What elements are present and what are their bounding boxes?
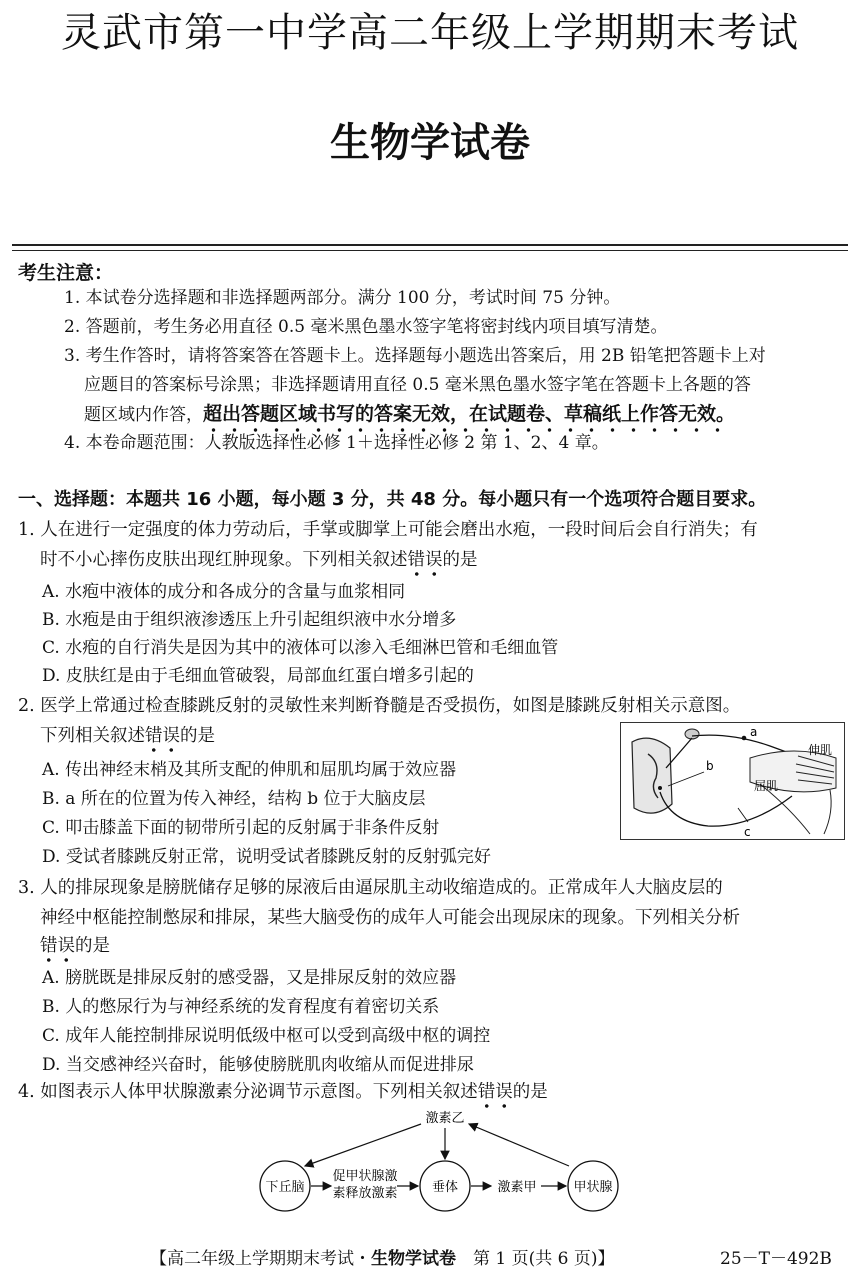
trh-label-line-2: 素释放激素 [332, 1186, 398, 1201]
question-2-stem-line-2 [40, 722, 215, 750]
knee-reflex-figure [620, 722, 845, 840]
notice-item-1: 1. 本试卷分选择题和非选择题两部分。满分 100 分，考试时间 75 分钟。 [64, 288, 621, 308]
notice-emphasis: 超出答题区域书写的答案无效，在试题卷、草稿纸上作答无效。 [203, 403, 735, 433]
thyroid-label: 甲状腺 [573, 1180, 613, 1195]
notice-item-3-line-3 [84, 400, 735, 430]
footer-exam-name: 【高二年级上学期期末考试・ [150, 1249, 371, 1269]
question-4-emphasis: 错误 [478, 1082, 513, 1109]
question-3-option-c: C. 成年人能控制排尿说明低级中枢可以受到高级中枢的调控 [42, 1026, 491, 1046]
header-rule-thin [12, 250, 848, 251]
arrow-thyroid-to-hormone-yi [469, 1124, 569, 1166]
question-1-option-b: B. 水疱是由于组织液渗透压上升引起组织液中水分增多 [42, 610, 457, 630]
arrow-hormone-yi-to-hypothalamus [305, 1124, 421, 1166]
section-heading: 一、选择题：本题共 16 小题，每小题 3 分，共 48 分。每小题只有一个选项符合题目要求。 [18, 489, 767, 510]
header-rule-thick [12, 244, 848, 246]
question-2-option-d: D. 受试者膝跳反射正常，说明受试者膝跳反射的反射弧完好 [42, 847, 491, 867]
footer-page-number: 第 1 页(共 6 页)】 [456, 1249, 615, 1269]
notice-item-3-prefix: 题区域内作答， [84, 405, 203, 425]
exam-title: 灵武市第一中学高二年级上学期期末考试 [61, 10, 799, 56]
trh-label-line-1: 促甲状腺激 [332, 1169, 398, 1184]
point-a-dot [742, 736, 747, 741]
question-3-option-d: D. 当交感神经兴奋时，能够使膀胱肌肉收缩从而促进排尿 [42, 1055, 474, 1075]
question-1-stem-line-2 [40, 546, 478, 574]
label-extensor: 伸肌 [808, 743, 833, 757]
question-1-option-d: D. 皮肤红是由于毛细血管破裂，局部血红蛋白增多引起的 [42, 666, 474, 686]
question-3-option-b: B. 人的憋尿行为与神经系统的发育程度有着密切关系 [42, 997, 440, 1017]
question-2-option-c: C. 叩击膝盖下面的韧带所引起的反射属于非条件反射 [42, 818, 440, 838]
hormone-jia-label: 激素甲 [497, 1180, 537, 1195]
question-1-stem-line-1: 1. 人在进行一定强度的体力劳动后，手掌或脚掌上可能会磨出水疱，一段时间后会自行消失；有 [18, 520, 758, 540]
question-2-emphasis: 错误 [145, 726, 180, 753]
question-2-option-b: B. a 所在的位置为传入神经，结构 b 位于大脑皮层 [42, 789, 426, 809]
question-3-stem-end: 的是 [75, 936, 110, 956]
question-4-stem-end: 的是 [512, 1082, 548, 1102]
question-3-emphasis: 错误 [40, 936, 75, 963]
question-1-option-c: C. 水疱的自行消失是因为其中的液体可以渗入毛细淋巴管和毛细血管 [42, 638, 559, 658]
question-2-stem-line-1: 2. 医学上常通过检查膝跳反射的灵敏性来判断脊髓是否受损伤，如图是膝跳反射相关示意图。 [18, 696, 741, 716]
label-b: b [706, 759, 714, 773]
notice-item-2: 2. 答题前，考生务必用直径 0.5 毫米黑色墨水签字笔将密封线内项目填写清楚。 [64, 317, 668, 337]
exam-subject-title: 生物学试卷 [330, 120, 530, 166]
question-2-stem-end: 的是 [180, 726, 215, 746]
question-1-stem-text: 时不小心摔伤皮肤出现红肿现象。下列相关叙述 [40, 550, 408, 570]
question-1-emphasis: 错误 [408, 550, 443, 577]
ganglion-shape [685, 729, 699, 739]
question-1-stem-end: 的是 [442, 550, 478, 570]
question-3-stem-line-1: 3. 人的排尿现象是膀胱储存足够的尿液后由逼尿肌主动收缩造成的。正常成年人大脑皮层的 [18, 878, 723, 898]
question-3-stem-line-3 [40, 932, 110, 960]
question-4-stem [18, 1078, 548, 1106]
hypothalamus-label: 下丘脑 [265, 1180, 305, 1195]
notice-heading: 考生注意： [18, 262, 114, 284]
page-footer [150, 1244, 615, 1269]
question-3-option-a: A. 膀胱既是排尿反射的感受器，又是排尿反射的效应器 [42, 968, 457, 988]
question-4-stem-text: 4. 如图表示人体甲状腺激素分泌调节示意图。下列相关叙述 [18, 1082, 478, 1102]
question-3-stem-line-2: 神经中枢能控制憋尿和排尿，某些大脑受伤的成年人可能会出现尿床的现象。下列相关分析 [40, 908, 740, 928]
question-2-stem-text: 下列相关叙述 [40, 726, 145, 746]
notice-item-3-line-1: 3. 考生作答时，请将答案答在答题卡上。选择题每小题选出答案后，用 2B 铅笔把答题卡上对 [64, 346, 766, 366]
label-a: a [750, 725, 758, 739]
notice-item-3-line-2: 应题目的答案标号涂黑；非选择题请用直径 0.5 毫米黑色墨水签字笔在答题卡上各题的答 [84, 375, 751, 395]
question-2-option-a: A. 传出神经末梢及其所支配的伸肌和屈肌均属于效应器 [42, 760, 457, 780]
footer-subject: 生物学试卷 [371, 1249, 456, 1269]
point-b-dot [658, 786, 662, 790]
notice-item-4: 4. 本卷命题范围：人教版选择性必修 1＋选择性必修 2 第 1、2、4 章。 [64, 433, 609, 453]
spinal-cord-shape [632, 738, 672, 813]
thyroid-regulation-diagram [255, 1104, 625, 1222]
pituitary-label: 垂体 [431, 1180, 459, 1195]
hormone-yi-label: 激素乙 [425, 1111, 465, 1126]
label-c: c [744, 825, 751, 839]
label-flexor: 屈肌 [754, 779, 779, 793]
footer-paper-code: 25－T－492B [720, 1249, 832, 1269]
question-1-option-a: A. 水疱中液体的成分和各成分的含量与血浆相同 [42, 582, 406, 602]
